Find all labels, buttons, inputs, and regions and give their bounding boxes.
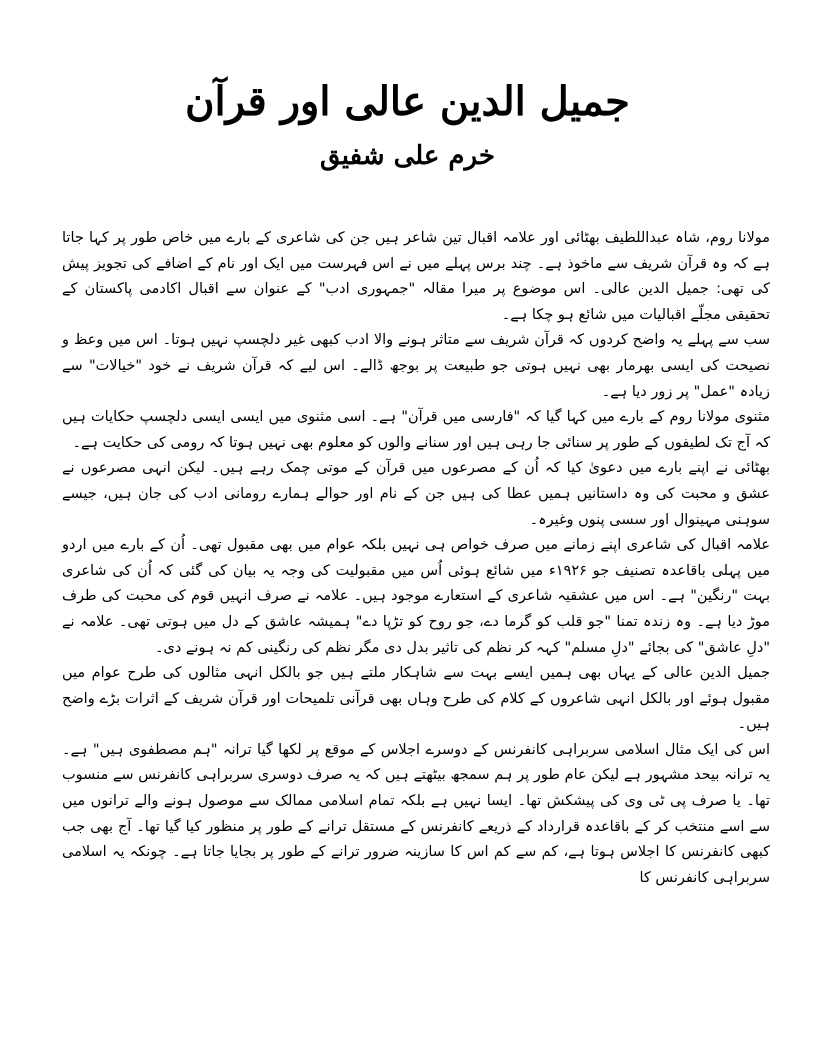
paragraph: بھٹائی نے اپنے بارے میں دعویٰ کیا کہ اُن کے مصرعوں میں قرآن کے موتی چمک رہے ہیں۔ لیکن انہی مصرعوں نے عشق و محبت کی وہ داستانیں ہمیں عطا کی ہیں جن کے نام اور حوالے ہمارے رومانی ادب کی جان ہیں، جیسے سوہنی مہینوال اور سسی پنوں وغیرہ۔ bbox=[62, 460, 770, 528]
paragraph: سب سے پہلے یہ واضح کردوں کہ قرآن شریف سے متاثر ہونے والا ادب کبھی غیر دلچسپ نہیں ہوتا۔ اس میں وعظ و نصیحت کی ایسی بھرمار بھی نہیں ہوتی جو طبیعت پر بوجھ ڈالے۔ اس لیے کہ قرآن شریف نے خود "خیالات" سے زیادہ "عمل" پر زور دیا ہے۔ bbox=[62, 332, 770, 400]
article-body bbox=[62, 226, 770, 891]
paragraph: جمیل الدین عالی کے یہاں بھی ہمیں ایسے بہت سے شاہکار ملتے ہیں جو بالکل انہی مثالوں کی طرح عوام میں مقبول ہوئے اور بالکل انہی شاعروں کے کلام کی طرح وہاں بھی قرآنی تلمیحات اور قرآن شریف کے اثرات بڑے واضح ہیں۔ bbox=[62, 665, 770, 733]
paragraph: علامہ اقبال کی شاعری اپنے زمانے میں صرف خواص ہی نہیں بلکہ عوام میں بھی مقبول تھی۔ اُن کے بارے میں اردو میں پہلی باقاعدہ تصنیف جو ۱۹۲۶ء میں شائع ہوئی اُس میں مقبولیت کی وجہ یہ بیان کی گئی کہ اُن کی شاعری بہت "رنگین" ہے۔ اس میں عشقیہ شاعری کے استعارے موجود ہیں۔ علامہ نے صرف انہیں قوم کی محبت کی طرف موڑ دیا ہے۔ وہ زندہ تمنا "جو قلب کو گرما دے، جو روح کو تڑپا دے" ہمیشہ عاشق کے دل میں ہوتی تھی۔ علامہ نے "دلِ عاشق" کی بجائے "دلِ مسلم" کہہ کر نظم کی تاثیر بدل دی مگر نظم کی رنگینی کم نہ ہونے دی۔ bbox=[62, 537, 771, 656]
paragraph: مولانا روم، شاہ عبداللطیف بھٹائی اور علامہ اقبال تین شاعر ہیں جن کی شاعری کے بارے میں خاص طور پر کہا جاتا ہے کہ وہ قرآن شریف سے ماخوذ ہے۔ چند برس پہلے میں نے اس فہرست میں ایک اور نام کے اضافے کی تجویز پیش کی تھی: جمیل الدین عالی۔ اس موضوع پر میرا مقالہ "جمہوری ادب" کے عنوان سے اقبال اکادمی پاکستان کے تحقیقی مجلّے اقبالیات میں شائع ہو چکا ہے۔ bbox=[62, 230, 770, 323]
paragraph: اس کی ایک مثال اسلامی سربراہی کانفرنس کے دوسرے اجلاس کے موقع پر لکھا گیا ترانہ "ہم مصطفوی ہیں" ہے۔ یہ ترانہ بیحد مشہور ہے لیکن عام طور پر ہم سمجھ بیٹھتے ہیں کہ یہ صرف دوسری سربراہی کانفرنس سے منسوب تھا۔ یا صرف پی ٹی وی کی پیشکش تھا۔ ایسا نہیں ہے بلکہ تمام اسلامی ممالک سے موصول ہونے والے ترانوں میں سے اسے منتخب کر کے باقاعدہ قرارداد کے ذریعے کانفرنس کے مستقل ترانے کے طور پر منظور کیا گیا تھا۔ آج بھی جب کبھی کانفرنس کا اجلاس ہوتا ہے، کم سے کم اس کا سازینہ ضرور ترانے کے طور پر بجایا جاتا ہے۔ چونکہ یہ اسلامی سربراہی کانفرنس کا bbox=[62, 741, 770, 886]
article-author: خرم علی شفیق bbox=[320, 141, 495, 171]
paragraph: مثنوی مولانا روم کے بارے میں کہا گیا کہ "فارسی میں قرآن" ہے۔ اسی مثنوی میں ایسی ایسی دلچسپ حکایات ہیں کہ آج تک لطیفوں کے طور پر سنائی جا رہی ہیں اور سنانے والوں کو معلوم بھی نہیں ہوتا کہ رومی کی حکایت ہے۔ bbox=[62, 409, 770, 451]
article-title: جمیل الدین عالی اور قرآن bbox=[185, 78, 630, 125]
